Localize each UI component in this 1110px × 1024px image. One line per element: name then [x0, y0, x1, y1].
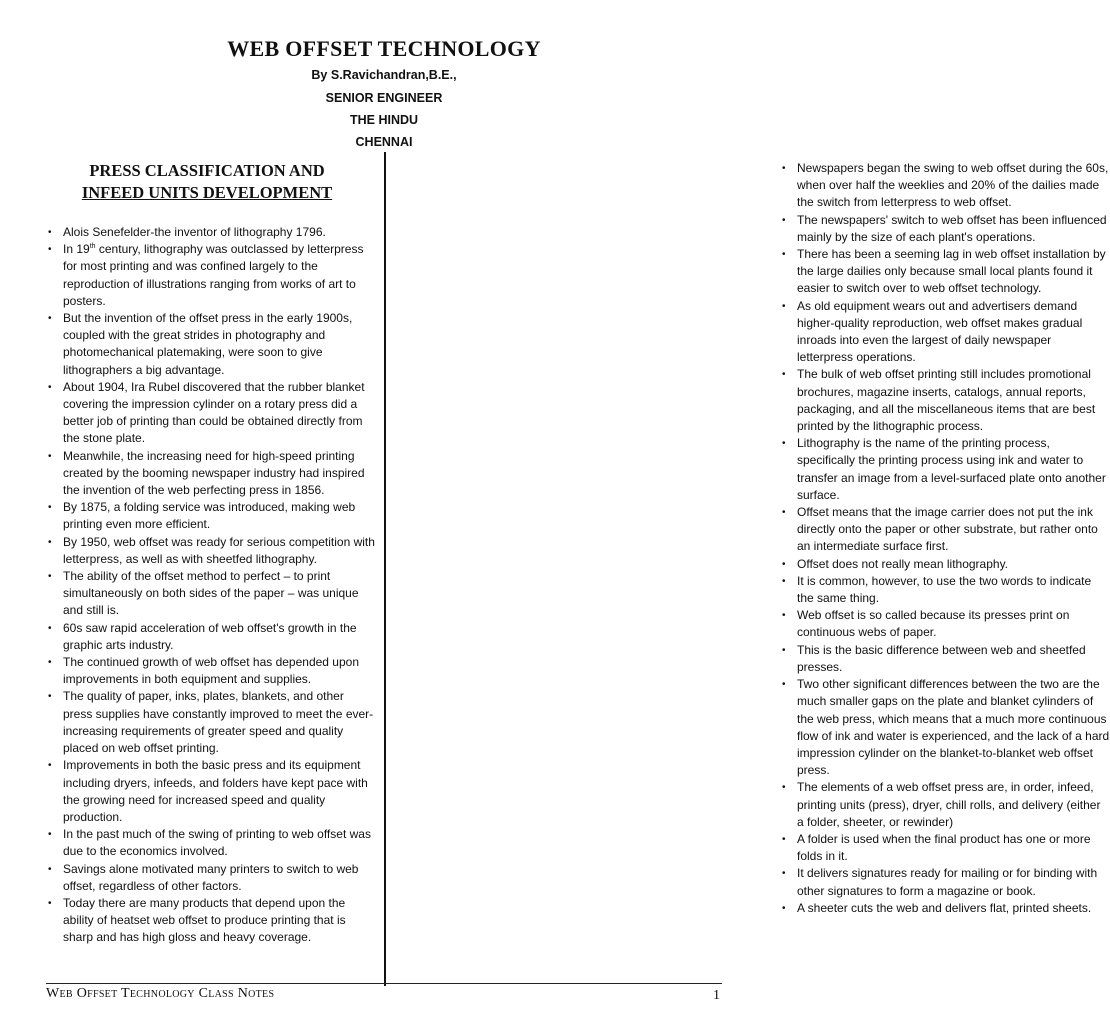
bullet-icon: • — [48, 313, 52, 325]
list-item: • Web offset is so called because its presses print on continuous webs of paper. — [782, 608, 1070, 640]
bullet-icon: • — [48, 622, 52, 634]
bullet-icon: • — [782, 558, 786, 570]
bullet-icon: • — [48, 691, 52, 703]
page-number: 1 — [713, 988, 720, 1003]
bullet-icon: • — [48, 897, 52, 909]
left-bullet-list — [46, 224, 376, 947]
footer-rule — [46, 983, 722, 984]
bullet-icon: • — [48, 227, 52, 238]
list-item: • The newspapers' switch to web offset has been influenced mainly by the size of each plant's operations. — [782, 212, 1107, 244]
section-heading-line-1: PRESS CLASSIFICATION AND — [89, 161, 325, 180]
bullet-icon: • — [782, 214, 786, 226]
bullet-icon: • — [782, 902, 786, 914]
list-item-text-with-superscript: In 19th century, lithography was outclassed by letterpress for most printing and was confined largely to the reproduction of illustrations ranging from works of art to posters. — [63, 242, 364, 308]
list-item: • Offset does not really mean lithography. — [780, 556, 1110, 573]
footer-title: Web Offset Technology Class Notes — [46, 986, 275, 1001]
bullet-icon: • — [782, 163, 786, 174]
bullet-icon: • — [48, 760, 52, 772]
list-item: • About 1904, Ira Rubel discovered that the rubber blanket covering the impression cylinder on a rotary press did a better job of printing than could be obtained directly from the stone plate. — [48, 379, 365, 446]
bullet-icon: • — [782, 782, 786, 794]
bullet-icon: • — [782, 833, 786, 845]
bullet-icon: • — [782, 644, 786, 656]
section-heading-line-2: INFEED UNITS DEVELOPMENT — [81, 183, 333, 202]
list-item: • The bulk of web offset printing still includes promotional brochures, magazine inserts, catalogs, annual reports, packaging, and all the miscellaneous items that are best printed by the lithographic process. — [782, 367, 1096, 434]
list-item: • The ability of the offset method to perfect – to print simultaneously on both sides of the paper – was unique and still is. — [48, 569, 359, 618]
bullet-icon: • — [48, 450, 52, 462]
section-heading — [48, 160, 366, 204]
list-item: • A sheeter cuts the web and delivers flat, printed sheets. — [780, 900, 1110, 917]
bullet-icon: • — [48, 536, 52, 548]
list-item: • The continued growth of web offset has depended upon improvements in both equipment and supplies. — [48, 655, 359, 687]
author-role: SENIOR ENGINEER — [325, 91, 443, 105]
list-item: • By 1950, web offset was ready for serious competition with letterpress, as well as with sheetfed lithography. — [48, 534, 375, 566]
list-item: • There has been a seeming lag in web offset installation by the large dailies only because small local plants found it easier to switch over to web offset technology. — [782, 247, 1106, 296]
bullet-icon: • — [48, 657, 52, 669]
list-item: • Savings alone motivated many printers to switch to web offset, regardless of other factors. — [48, 861, 359, 893]
column-divider — [384, 152, 386, 986]
list-item: • 60s saw rapid acceleration of web offset's growth in the graphic arts industry. — [48, 620, 357, 652]
document-title: WEB OFFSET TECHNOLOGY — [227, 36, 541, 61]
bullet-icon: • — [48, 244, 52, 256]
list-item: • Today there are many products that depend upon the ability of heatset web offset to produce printing that is sharp and has high gloss and heavy coverage. — [48, 895, 346, 945]
list-item: • Meanwhile, the increasing need for high-speed printing created by the booming newspaper industry had inspired the invention of the web perfecting press in 1856. — [48, 448, 365, 498]
bullet-icon: • — [782, 369, 786, 381]
list-item — [46, 241, 376, 310]
bullet-icon: • — [782, 438, 786, 450]
bullet-icon: • — [782, 868, 786, 880]
list-item: • In the past much of the swing of printing to web offset was due to the economics involved. — [48, 827, 371, 859]
list-item: • Improvements in both the basic press and its equipment including dryers, infeeds, and folders have kept pace with the growing need for increased speed and quality production. — [48, 758, 368, 824]
bullet-icon: • — [782, 249, 786, 261]
bullet-icon: • — [48, 863, 52, 875]
right-bullet-list — [780, 160, 1110, 917]
bullet-icon: • — [48, 381, 52, 393]
list-item: • Two other significant differences between the two are the much smaller gaps on the plate and blanket cylinders of the web press, which means that a much more continuous flow of ink and water is experienced, and the lack of a hard impression cylinder on the blanket-to-blanket web offset press. — [782, 677, 1110, 778]
bullet-icon: • — [782, 575, 786, 587]
bullet-icon: • — [782, 507, 786, 519]
bullet-icon: • — [48, 571, 52, 583]
list-item: • Lithography is the name of the printing process, specifically the printing process using ink and water to transfer an image from a level-surfaced plate onto another surface. — [782, 436, 1106, 502]
list-item: • Offset means that the image carrier does not put the ink directly onto the paper or other substrate, but rather onto an intermediate surface first. — [782, 505, 1098, 554]
bullet-icon: • — [48, 829, 52, 841]
author-city: CHENNAI — [355, 135, 413, 149]
bullet-icon: • — [782, 300, 786, 312]
list-item: • The quality of paper, inks, plates, blankets, and other press supplies have constantly improved to meet the ever-increasing requirements of greater speed and quality placed on web offset printing. — [48, 689, 374, 756]
bullet-icon: • — [48, 502, 52, 514]
list-item: • It is common, however, to use the two words to indicate the same thing. — [782, 573, 1092, 606]
list-item: • Newspapers began the swing to web offset during the 60s, when over half the weeklies and 20% of the dailies made the switch from letterpress to web offset. — [782, 161, 1109, 210]
list-item: • A folder is used when the final product has one or more folds in it. — [782, 831, 1091, 864]
list-item: • By 1875, a folding service was introduced, making web printing even more efficient. — [48, 500, 356, 532]
list-item: • This is the basic difference between web and sheetfed presses. — [782, 642, 1086, 674]
list-item: • But the invention of the offset press in the early 1900s, coupled with the great strides in photography and photomechanical platemaking, were soon to give lithographers a big advantage. — [48, 311, 353, 377]
list-item: • Alois Senefelder-the inventor of lithography 1796. — [46, 224, 376, 241]
list-item: • The elements of a web offset press are, in order, infeed, printing units (press), dryer, chill rolls, and delivery (either a folder, sheeter, or rewinder) — [782, 780, 1101, 829]
list-item: • As old equipment wears out and advertisers demand higher-quality reproduction, web offset makes gradual inroads into even the largest of daily newspaper letterpress operations. — [782, 298, 1083, 365]
author-line: By S.Ravichandran,B.E., — [311, 68, 457, 82]
bullet-icon: • — [782, 610, 786, 622]
list-item: • It delivers signatures ready for mailing or for binding with other signatures to form a magazine or book. — [782, 866, 1098, 898]
bullet-icon: • — [782, 679, 786, 691]
author-organization: THE HINDU — [349, 113, 419, 127]
